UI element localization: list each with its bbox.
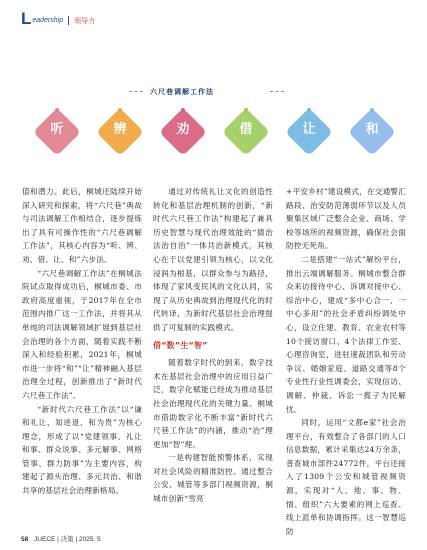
section-subheading: 借“数”生“智”: [153, 340, 208, 350]
text-column-3: [286, 185, 406, 538]
icon-step-yield: [280, 108, 338, 166]
page-number: 58: [21, 536, 29, 543]
section-name: 领导力: [74, 16, 96, 25]
icon-label: 辨: [113, 122, 127, 137]
dot-mark: [118, 108, 122, 112]
icon-step-listen: [28, 108, 86, 166]
text-column-1: [22, 185, 142, 498]
icon-label: 让: [302, 122, 316, 137]
icon-step-harmony: [343, 108, 401, 166]
paragraph: 一是构建智能预警体系，实现对社会风险的精准防控。通过整合公安、城管等多部门视频资源，桐城市创新“雪亮: [153, 453, 273, 504]
brand-name: eadership: [32, 17, 64, 24]
title-dash-left: [129, 91, 143, 92]
paragraph: 通过对传统礼让文化的创造性转化和基层治理机制的创新，“新时代六尺巷工作法”构建起了兼具历史智慧与现代治理效能的“德治法治自治”一体共治新模式，其核心在于以党建引领为核心，以文化浸润为根基，以群众参与为路径，体现了家风变民风的文化认同，实现了从历史典故到治理现代化的时代转译，为新时代基层社会治理提供了可复制的实践模式。: [153, 187, 273, 332]
page-header: [21, 8, 95, 28]
icon-label: 借: [239, 122, 253, 137]
brand-initial: L: [21, 8, 32, 28]
paragraph: “六尺巷调解工作法”在桐城法院试点取得成功后，桐城市委、市政府高度重视，于2017年在全市范围内推广这一工作法，并将其从单纯的司法调解领域扩展到基层社会治理的各个方面，随着实践不断深入和经验积累，2021年，桐城市进一步将“和”“让”精神融入基层治理全过程，创新推出了“新时代六尺巷工作法”。: [22, 268, 142, 400]
figure-title: 六尺巷调解工作法: [150, 88, 214, 96]
six-step-icons: [28, 108, 401, 170]
page-footer: [21, 534, 101, 543]
paragraph: 二是搭建“一站式”解纷平台，推出云端调解服务。桐城市整合群众来访接待中心、诉调对接中心、综治中心，建成“多中心合一、一中心多用”的社会矛盾纠纷调处中心，设立住建、教育、农业农村等10个接访窗口、4个法律工作室、心理咨询室，进驻速裁团队和劳动争议、婚姻家庭、道路交通等8个专业性行业性调委会，实现信访、调解、仲裁、诉讼一揽子为民解忧。: [286, 254, 406, 414]
paragraph: +平安乡村”建设模式，在交通警汇路段、治安防范薄弱环节以及人员聚集区域广泛整合企业、商场、学校等场所的视频资源，确保社会面防控无死角。: [286, 187, 406, 251]
icon-label: 劝: [176, 122, 190, 137]
icon-label: 和: [365, 122, 379, 137]
journal-issue: JUECE | 决策 | 2025. 5: [34, 536, 101, 543]
text-column-2: [153, 185, 273, 506]
paragraph: 值和潜力。此后，桐城还陆续开始深入研究和探索，将“六尺巷”典故与司法调解工作相结合，逐步提炼出了具有可操作性的“六尺巷调解工作法”，其核心内容为“听、辨、劝、借、让、和”六步法。: [22, 187, 142, 264]
dot-mark: [244, 108, 248, 112]
dot-mark: [181, 108, 185, 112]
paragraph: 随着数字时代的到来，数字技术在基层社会治理中的应用日益广泛，数字化赋能已经成为推动基层社会治理现代化的关键力量。桐城市借助数字化不断丰富“新时代六尺巷工作法”的内涵，推动“治”理更加“智”理。: [153, 358, 273, 449]
paragraph: “新时代六尺巷工作法”以“谦和礼让、知进退、和为贵”为核心理念，形成了以“党建领事、礼让和事、群众说事、多元解事、网格管事、群力防事”为主要内容，构建起了源头治理、多元共治、和谐共享的基层社会治理新格局。: [22, 404, 142, 496]
icon-label: 听: [50, 122, 64, 137]
title-dash-right: [270, 91, 284, 92]
header-divider: [68, 16, 69, 25]
dot-mark: [55, 108, 59, 112]
dot-mark: [370, 108, 374, 112]
icon-step-borrow: [217, 108, 275, 166]
icon-step-discern: [91, 108, 149, 166]
icon-step-persuade: [154, 108, 212, 166]
dot-mark: [307, 108, 311, 112]
paragraph: 同时，运用“文都e家”社会治理平台，有效整合了各部门的人口信息数据，累计采集达24万余条，普查城市部件24772件，平台还接入了1309个公安和城管视频资源，实现对“人、地、事、物、情、组织”六大要素的网上巡查、线上派单和协调指挥。这一智慧巡防: [286, 418, 406, 536]
